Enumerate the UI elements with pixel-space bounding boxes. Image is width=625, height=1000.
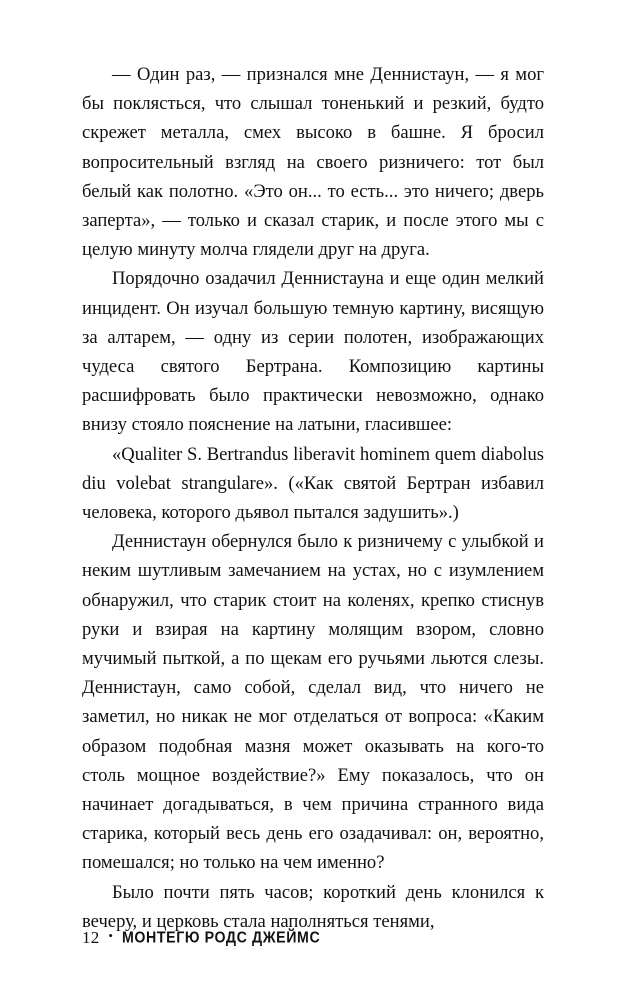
paragraph: Было почти пять часов; короткий день клонился к вечеру, и церковь стала наполняться тенями, [82, 881, 544, 932]
page-number: 12 [82, 928, 100, 947]
paragraph: Порядочно озадачил Деннистауна и еще один мелкий инцидент. Он изучал большую темную картину, висящую за алтарем, — одну из серии полотен, изображающих чудеса святого Бертрана. Композицию картины расшифровать было практически невозможно, однако внизу стояло пояснение на латыни, гласившее: [82, 268, 544, 436]
separator-dot: • [108, 928, 113, 943]
page-footer [82, 928, 544, 948]
paragraph: — Один раз, — признался мне Деннистаун, — я мог бы поклясться, что слышал тоненький и резкий, будто скрежет металла, смех высоко в башне. Я бросил вопросительный взгляд на своего ризничего: тот был белый как полотно. «Это он... то есть... это ничего; дверь заперта», — только и сказал старик, и после этого мы с целую минуту молча глядели друг на друга. [82, 64, 544, 261]
paragraph-latin-quote: «Qualiter S. Bertrandus liberavit hominem quem diabolus diu volebat strangulare». («Как святой Бертран избавил человека, которого дьявол пытался задушить».) [82, 443, 544, 524]
running-title: МОНТЕГЮ РОДС ДЖЕЙМС [121, 929, 321, 947]
paragraph: Деннистаун обернулся было к ризничему с улыбкой и неким шутливым замечанием на устах, но с изумлением обнаружил, что старик стоит на коленях, крепко стиснув руки и взирая на картину молящим взором, словно мучимый пыткой, а по щекам его ручьями льются слезы. Деннистаун, само собой, сделал вид, что ничего не заметил, но никак не мог отделаться от вопроса: «Каким образом подобная мазня может оказывать на кого-то столь мощное воздействие?» Ему показалось, что он начинает догадываться, в чем причина странного вида старика, который весь день его озадачивал: он, вероятно, помешался; но только на чем именно? [82, 531, 544, 874]
body-text [82, 60, 544, 936]
